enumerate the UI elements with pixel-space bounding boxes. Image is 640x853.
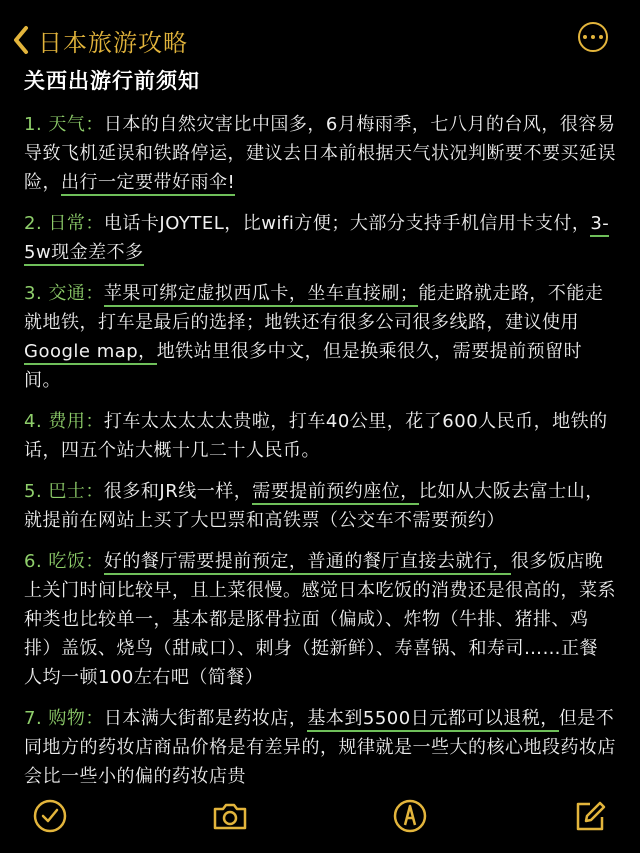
- section-label: 6. 吃饭：: [24, 551, 104, 572]
- section-label: 4. 费用：: [24, 411, 104, 432]
- section-label: 1. 天气：: [24, 114, 104, 135]
- note-paragraph: [24, 110, 616, 197]
- compose-icon: [570, 796, 610, 836]
- navigation-bar: [0, 0, 640, 70]
- more-dot-icon: [599, 35, 603, 39]
- checklist-icon: [30, 796, 70, 836]
- note-paragraph: [24, 279, 616, 395]
- chevron-left-icon: [12, 25, 30, 55]
- body-text: 地铁站里很多中文，但是换乘很久，需要提前预留时间。: [24, 341, 583, 391]
- section-label: 7. 购物：: [24, 708, 104, 729]
- body-text: 电话卡JOYTEL，比wifi方便；大部分支持手机信用卡支付，: [103, 213, 591, 234]
- note-title: 关西出游行前须知: [24, 69, 200, 93]
- note-body[interactable]: [24, 64, 616, 803]
- highlighted-text: 基本到5500日元都可以退税，: [307, 708, 558, 732]
- body-text: 很多饭店晚上关门时间比较早，且上菜很慢。感觉日本吃饭的消费还是很高的，菜系种类也比较单一，基本都是豚骨拉面（偏咸）、炸物（牛排、猪排、鸡排）盖饭、烧鸟（甜咸口）、刺身（挺新鲜）、寿喜锅、和寿司……正餐人均一顿100左右吧（简餐）: [24, 551, 616, 688]
- section-label: 3. 交通：: [24, 283, 104, 304]
- camera-icon: [210, 796, 250, 836]
- highlighted-text: 好的餐厅需要提前预定，普通的餐厅直接去就行，: [104, 551, 511, 575]
- back-label: 日本旅游攻略: [38, 28, 188, 57]
- note-paragraph: [24, 704, 616, 791]
- camera-button[interactable]: [210, 796, 250, 836]
- more-options-button[interactable]: [578, 22, 608, 52]
- highlighted-text: Google map，: [24, 341, 157, 365]
- section-label: 5. 巴士：: [24, 481, 104, 502]
- highlighted-text: 苹果可绑定虚拟西瓜卡，坐车直接刷；: [104, 283, 419, 307]
- body-text: 比如从大阪去富士山，就提前在网站上买了大巴票和高铁票（公交车不需要预约）: [24, 481, 604, 531]
- section-label: 2. 日常：: [24, 213, 104, 234]
- body-text: 但是不同地方的药妆店商品价格是有差异的，规律就是一些大的核心地段药妆店会比一些小的偏的药妆店贵: [24, 708, 616, 787]
- highlighted-text: 出行一定要带好雨伞!: [61, 172, 235, 196]
- bottom-toolbar: [0, 790, 640, 853]
- note-sections: [24, 110, 616, 791]
- highlighted-text: 需要提前预约座位，: [252, 481, 419, 505]
- note-paragraph: [24, 547, 616, 692]
- note-paragraph: [24, 407, 616, 465]
- more-dot-icon: [583, 35, 587, 39]
- more-dot-icon: [591, 35, 595, 39]
- body-text: 日本的自然灾害比中国多，6月梅雨季，七八月的台风，很容易导致飞机延误和铁路停运，建议去日本前根据天气状况判断要不要买延误险，: [24, 114, 616, 193]
- highlighted-text: 3-5w现金差不多: [24, 213, 609, 266]
- markup-button[interactable]: [390, 796, 430, 836]
- note-paragraph: [24, 209, 616, 267]
- compose-button[interactable]: [570, 796, 610, 836]
- note-paragraph: [24, 477, 616, 535]
- back-button[interactable]: [12, 22, 188, 58]
- body-text: 打车太太太太太贵啦，打车40公里，花了600人民币，地铁的话，四五个站大概十几二十人民币。: [24, 411, 608, 461]
- markup-pen-icon: [390, 796, 430, 836]
- body-text: 很多和JR线一样，: [103, 481, 253, 502]
- body-text: 能走路就走路，不能走就地铁，打车是最后的选择；地铁还有很多公司很多线路，建议使用: [24, 283, 604, 333]
- body-text: 日本满大街都是药妆店，: [103, 708, 308, 729]
- checklist-button[interactable]: [30, 796, 70, 836]
